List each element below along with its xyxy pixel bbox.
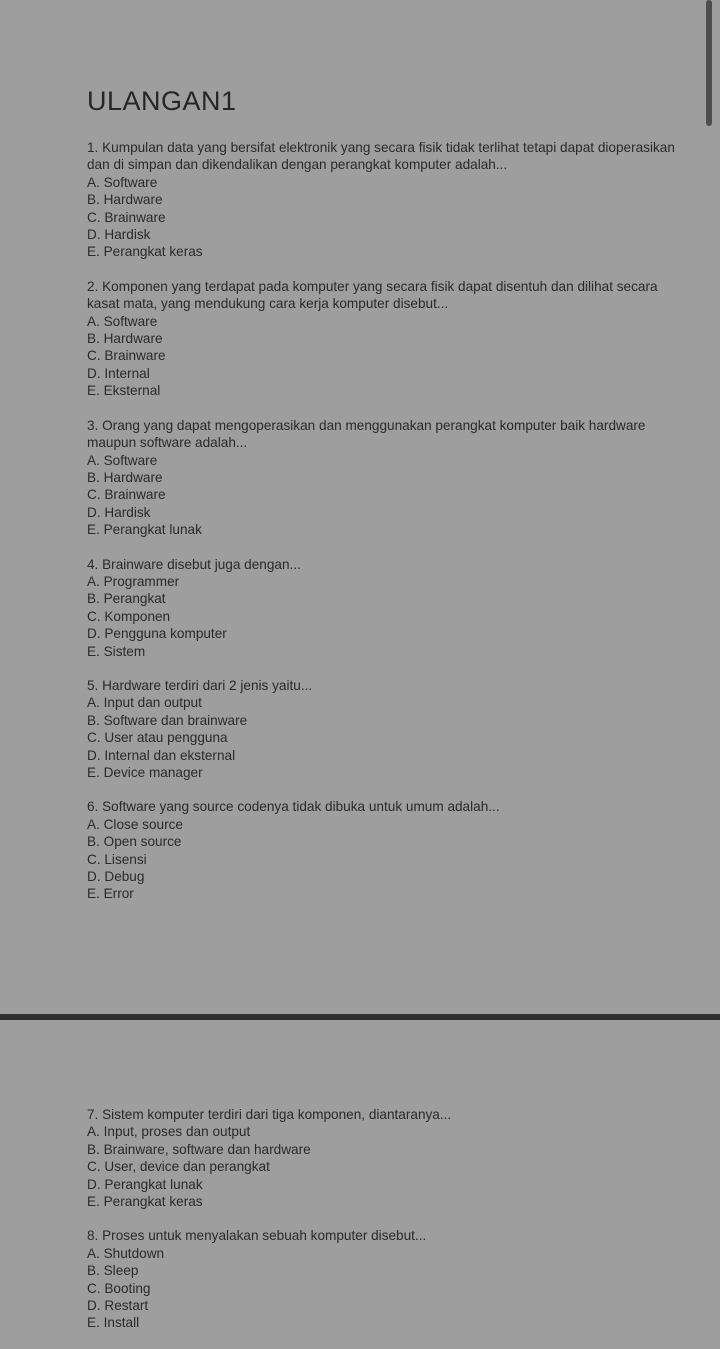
question-2 — [87, 278, 687, 400]
option-c: C. User, device dan perangkat — [87, 1159, 270, 1175]
option-e: E. Perangkat lunak — [87, 522, 202, 538]
option-a: A. Software — [87, 313, 158, 329]
question-stem: 3. Orang yang dapat mengoperasikan dan menggunakan perangkat komputer baik hardware maupun software adalah... — [87, 417, 646, 451]
option-a: A. Software — [87, 174, 158, 190]
option-d: D. Hardisk — [87, 504, 151, 520]
option-d: D. Pengguna komputer — [87, 626, 227, 642]
question-3 — [87, 417, 687, 539]
sheet-page-2 — [87, 1106, 687, 1349]
option-b: B. Perangkat — [87, 591, 166, 607]
option-d: D. Hardisk — [87, 227, 151, 243]
scrollbar[interactable] — [706, 0, 712, 126]
option-e: E. Sistem — [87, 643, 146, 659]
question-5 — [87, 677, 687, 781]
question-1 — [87, 139, 687, 261]
option-a: A. Programmer — [87, 573, 180, 589]
question-7 — [87, 1106, 687, 1210]
page-divider — [0, 1014, 720, 1020]
question-4 — [87, 556, 687, 660]
option-a: A. Software — [87, 452, 158, 468]
option-c: C. Booting — [87, 1280, 151, 1296]
option-d: D. Internal dan eksternal — [87, 747, 236, 763]
option-b: B. Brainware, software dan hardware — [87, 1141, 311, 1157]
option-d: D. Restart — [87, 1298, 149, 1314]
question-stem: 1. Kumpulan data yang bersifat elektronik yang secara fisik tidak terlihat tetapi dapat dioperasikan dan di simpan dan dikendalikan dengan perangkat komputer adalah... — [87, 140, 675, 173]
option-b: B. Hardware — [87, 192, 163, 208]
option-e: E. Perangkat keras — [87, 1194, 203, 1210]
question-stem: 5. Hardware terdiri dari 2 jenis yaitu... — [87, 677, 313, 693]
option-a: A. Close source — [87, 816, 183, 832]
sheet-page-1 — [87, 83, 687, 920]
page-title: ULANGAN1 — [87, 86, 237, 116]
option-c: C. Komponen — [87, 608, 171, 624]
question-8 — [87, 1227, 687, 1331]
option-b: B. Software dan brainware — [87, 712, 248, 728]
question-6 — [87, 798, 687, 902]
option-e: E. Device manager — [87, 765, 203, 780]
option-b: B. Hardware — [87, 331, 163, 347]
option-a: A. Input, proses dan output — [87, 1124, 251, 1140]
option-d: D. Perangkat lunak — [87, 1176, 203, 1192]
option-d: D. Internal — [87, 365, 150, 381]
option-e: E. Error — [87, 886, 134, 902]
question-stem: 6. Software yang source codenya tidak dibuka untuk umum adalah... — [87, 799, 500, 815]
option-b: B. Sleep — [87, 1263, 139, 1279]
option-a: A. Input dan output — [87, 695, 202, 711]
option-b: B. Hardware — [87, 469, 163, 485]
option-c: C. Brainware — [87, 209, 166, 225]
option-d: D. Debug — [87, 869, 145, 885]
question-stem: 4. Brainware disebut juga dengan... — [87, 556, 301, 572]
option-c: C. User atau pengguna — [87, 730, 228, 746]
option-c: C. Brainware — [87, 348, 166, 364]
option-e: E. Install — [87, 1315, 140, 1331]
option-e: E. Perangkat keras — [87, 244, 203, 260]
question-stem: 8. Proses untuk menyalakan sebuah komputer disebut... — [87, 1228, 427, 1244]
option-c: C. Brainware — [87, 487, 166, 503]
option-a: A. Shutdown — [87, 1245, 165, 1261]
option-e: E. Eksternal — [87, 383, 161, 399]
option-b: B. Open source — [87, 834, 182, 850]
option-c: C. Lisensi — [87, 851, 147, 867]
question-stem: 7. Sistem komputer terdiri dari tiga komponen, diantaranya... — [87, 1107, 452, 1122]
question-stem: 2. Komponen yang terdapat pada komputer yang secara fisik dapat disentuh dan dilihat secara kasat mata, yang mendukung cara kerja komputer disebut... — [87, 278, 658, 312]
